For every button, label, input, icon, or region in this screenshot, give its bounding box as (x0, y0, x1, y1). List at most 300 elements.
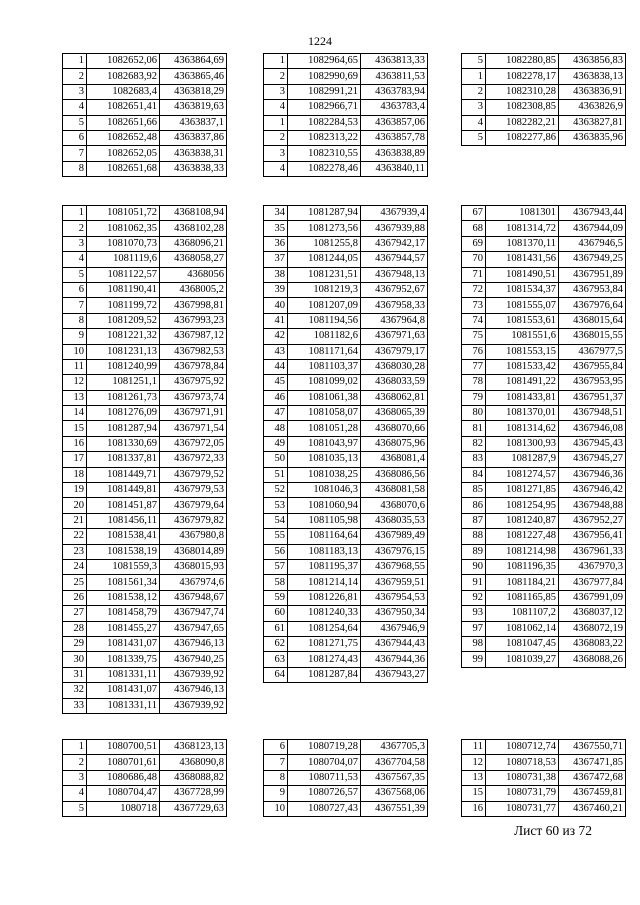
x-coordinate: 1081274,43 (288, 652, 361, 667)
y-coordinate: 4367976,64 (559, 298, 626, 313)
table-row (264, 498, 428, 513)
x-coordinate: 1081240,99 (87, 359, 160, 374)
x-coordinate: 1080712,74 (486, 740, 559, 755)
y-coordinate: 4367705,3 (361, 740, 428, 755)
y-coordinate: 4363837,1 (160, 115, 227, 130)
point-number: 15 (462, 786, 486, 801)
point-number: 59 (264, 590, 288, 605)
point-number: 18 (63, 467, 87, 482)
x-coordinate: 1081043,97 (288, 436, 361, 451)
point-number: 47 (264, 406, 288, 421)
point-number: 5 (63, 267, 87, 282)
table-row (63, 770, 227, 785)
point-number: 4 (63, 252, 87, 267)
table-row (462, 130, 626, 145)
table-row (264, 313, 428, 328)
x-coordinate: 1081370,01 (486, 406, 559, 421)
point-number: 1 (264, 115, 288, 130)
table-row (63, 498, 227, 513)
x-coordinate: 1081103,37 (288, 359, 361, 374)
table-row (462, 406, 626, 421)
x-coordinate: 1081553,15 (486, 344, 559, 359)
y-coordinate: 4367459,81 (559, 786, 626, 801)
x-coordinate: 1081164,64 (288, 529, 361, 544)
y-coordinate: 4367991,09 (559, 590, 626, 605)
point-number: 53 (264, 498, 288, 513)
x-coordinate: 1082278,46 (288, 161, 361, 176)
x-coordinate: 1081431,56 (486, 252, 559, 267)
point-number: 8 (264, 770, 288, 785)
table-row (462, 544, 626, 559)
point-number: 11 (63, 359, 87, 374)
point-number: 55 (264, 529, 288, 544)
table-row (462, 206, 626, 221)
x-coordinate: 1081058,07 (288, 406, 361, 421)
x-coordinate: 1081431,07 (87, 636, 160, 651)
y-coordinate: 4367977,84 (559, 575, 626, 590)
table-row (462, 329, 626, 344)
table-row (264, 621, 428, 636)
table-row (63, 390, 227, 405)
point-number: 75 (462, 329, 486, 344)
y-coordinate: 4368015,64 (559, 313, 626, 328)
y-coordinate: 4363827,81 (559, 115, 626, 130)
x-coordinate: 1082313,22 (288, 130, 361, 145)
x-coordinate: 1081533,42 (486, 359, 559, 374)
y-coordinate: 4363865,46 (160, 69, 227, 84)
x-coordinate: 1082990,69 (288, 69, 361, 84)
point-number: 34 (264, 206, 288, 221)
point-number: 3 (462, 100, 486, 115)
table-row (63, 252, 227, 267)
y-coordinate: 4367472,68 (559, 770, 626, 785)
y-coordinate: 4367974,6 (160, 575, 227, 590)
y-coordinate: 4367948,51 (559, 406, 626, 421)
point-number: 54 (264, 513, 288, 528)
point-number: 56 (264, 544, 288, 559)
table-row (63, 467, 227, 482)
x-coordinate: 1081551,6 (486, 329, 559, 344)
point-number: 27 (63, 606, 87, 621)
table-row (462, 755, 626, 770)
x-coordinate: 1081099,02 (288, 375, 361, 390)
y-coordinate: 4367944,09 (559, 221, 626, 236)
y-coordinate: 4367989,49 (361, 529, 428, 544)
table-row (63, 621, 227, 636)
y-coordinate: 4363856,83 (559, 54, 626, 69)
table-row (264, 755, 428, 770)
point-number: 40 (264, 298, 288, 313)
y-coordinate: 4367951,37 (559, 390, 626, 405)
x-coordinate: 1080731,77 (486, 801, 559, 816)
x-coordinate: 1081449,71 (87, 467, 160, 482)
x-coordinate: 1081553,61 (486, 313, 559, 328)
y-coordinate: 4367568,06 (361, 786, 428, 801)
y-coordinate: 4368015,93 (160, 559, 227, 574)
x-coordinate: 1081184,21 (486, 575, 559, 590)
point-number: 4 (462, 115, 486, 130)
x-coordinate: 1081254,95 (486, 498, 559, 513)
x-coordinate: 1081458,79 (87, 606, 160, 621)
y-coordinate: 4367460,21 (559, 801, 626, 816)
table-row (264, 390, 428, 405)
table-row (462, 221, 626, 236)
x-coordinate: 1081219,3 (288, 282, 361, 297)
x-coordinate: 1081538,19 (87, 544, 160, 559)
point-number: 31 (63, 667, 87, 682)
y-coordinate: 4367951,89 (559, 267, 626, 282)
coord-table-8 (263, 739, 428, 817)
x-coordinate: 1080726,57 (288, 786, 361, 801)
y-coordinate: 4368072,19 (559, 621, 626, 636)
y-coordinate: 4368086,56 (361, 467, 428, 482)
x-coordinate: 1081538,12 (87, 590, 160, 605)
table-row (264, 267, 428, 282)
y-coordinate: 4367948,13 (361, 267, 428, 282)
table-row (462, 483, 626, 498)
table-row (462, 344, 626, 359)
table-row (462, 529, 626, 544)
point-number: 87 (462, 513, 486, 528)
y-coordinate: 4367946,5 (559, 236, 626, 251)
table-row (63, 559, 227, 574)
table-row (462, 575, 626, 590)
y-coordinate: 4367978,84 (160, 359, 227, 374)
table-row (264, 298, 428, 313)
point-number: 79 (462, 390, 486, 405)
table-row (264, 483, 428, 498)
y-coordinate: 4363826,9 (559, 100, 626, 115)
point-number: 4 (63, 786, 87, 801)
y-coordinate: 4367953,84 (559, 282, 626, 297)
x-coordinate: 1082964,65 (288, 54, 361, 69)
y-coordinate: 4367971,63 (361, 329, 428, 344)
coord-table-2 (263, 53, 428, 177)
point-number: 43 (264, 344, 288, 359)
point-number: 92 (462, 590, 486, 605)
point-number: 5 (63, 801, 87, 816)
point-number: 3 (264, 146, 288, 161)
x-coordinate: 1081255,8 (288, 236, 361, 251)
point-number: 9 (63, 329, 87, 344)
y-coordinate: 4368037,12 (559, 606, 626, 621)
point-number: 2 (462, 84, 486, 99)
x-coordinate: 1081561,34 (87, 575, 160, 590)
table-row (264, 115, 428, 130)
point-number: 16 (63, 436, 87, 451)
y-coordinate: 4363864,69 (160, 54, 227, 69)
table-row (63, 590, 227, 605)
x-coordinate: 1080719,28 (288, 740, 361, 755)
y-coordinate: 4363783,4 (361, 100, 428, 115)
table-row (462, 786, 626, 801)
y-coordinate: 4367939,88 (361, 221, 428, 236)
table-row (462, 252, 626, 267)
point-number: 1 (63, 740, 87, 755)
y-coordinate: 4367970,3 (559, 559, 626, 574)
point-number: 19 (63, 483, 87, 498)
table-row (63, 236, 227, 251)
y-coordinate: 4367980,8 (160, 529, 227, 544)
y-coordinate: 4363840,11 (361, 161, 428, 176)
table-row (264, 406, 428, 421)
table-row (264, 161, 428, 176)
point-number: 81 (462, 421, 486, 436)
y-coordinate: 4363838,89 (361, 146, 428, 161)
table-row (264, 329, 428, 344)
y-coordinate: 4367958,33 (361, 298, 428, 313)
x-coordinate: 1081331,11 (87, 698, 160, 713)
y-coordinate: 4368014,89 (160, 544, 227, 559)
point-number: 4 (63, 100, 87, 115)
y-coordinate: 4363836,91 (559, 84, 626, 99)
point-number: 88 (462, 529, 486, 544)
table-row (462, 652, 626, 667)
x-coordinate: 1081287,94 (87, 421, 160, 436)
x-coordinate: 1082282,21 (486, 115, 559, 130)
y-coordinate: 4367939,92 (160, 698, 227, 713)
x-coordinate: 1081456,11 (87, 513, 160, 528)
point-number: 36 (264, 236, 288, 251)
table-row (63, 344, 227, 359)
point-number: 67 (462, 206, 486, 221)
table-row (462, 606, 626, 621)
x-coordinate: 1082277,86 (486, 130, 559, 145)
point-number: 35 (264, 221, 288, 236)
table-row (462, 298, 626, 313)
point-number: 33 (63, 698, 87, 713)
point-number: 1 (63, 206, 87, 221)
x-coordinate: 1080718 (87, 801, 160, 816)
x-coordinate: 1082308,85 (486, 100, 559, 115)
y-coordinate: 4367977,5 (559, 344, 626, 359)
x-coordinate: 1082651,41 (87, 100, 160, 115)
x-coordinate: 1081555,07 (486, 298, 559, 313)
y-coordinate: 4367993,23 (160, 313, 227, 328)
x-coordinate: 1081538,41 (87, 529, 160, 544)
table-row (63, 267, 227, 282)
x-coordinate: 1081165,85 (486, 590, 559, 605)
x-coordinate: 1081287,84 (288, 667, 361, 682)
x-coordinate: 1082683,4 (87, 84, 160, 99)
x-coordinate: 1081062,14 (486, 621, 559, 636)
table-row (264, 544, 428, 559)
point-number: 1 (462, 69, 486, 84)
point-number: 49 (264, 436, 288, 451)
x-coordinate: 1081433,81 (486, 390, 559, 405)
x-coordinate: 1080701,61 (87, 755, 160, 770)
x-coordinate: 1082991,21 (288, 84, 361, 99)
x-coordinate: 1081455,27 (87, 621, 160, 636)
y-coordinate: 4368123,13 (160, 740, 227, 755)
table-row (63, 801, 227, 816)
y-coordinate: 4367975,92 (160, 375, 227, 390)
y-coordinate: 4367973,74 (160, 390, 227, 405)
point-number: 70 (462, 252, 486, 267)
x-coordinate: 1081182,6 (288, 329, 361, 344)
x-coordinate: 1081196,35 (486, 559, 559, 574)
point-number: 32 (63, 683, 87, 698)
coord-table-4 (62, 205, 227, 714)
x-coordinate: 1081287,94 (288, 206, 361, 221)
x-coordinate: 1082683,92 (87, 69, 160, 84)
y-coordinate: 4368065,39 (361, 406, 428, 421)
point-number: 60 (264, 606, 288, 621)
table-row (264, 740, 428, 755)
y-coordinate: 4363819,63 (160, 100, 227, 115)
table-row (63, 329, 227, 344)
table-row (462, 69, 626, 84)
x-coordinate: 1082652,06 (87, 54, 160, 69)
point-number: 6 (264, 740, 288, 755)
y-coordinate: 4367944,57 (361, 252, 428, 267)
table-row (264, 436, 428, 451)
x-coordinate: 1080731,79 (486, 786, 559, 801)
table-row (462, 115, 626, 130)
table-row (63, 298, 227, 313)
point-number: 86 (462, 498, 486, 513)
y-coordinate: 4367728,99 (160, 786, 227, 801)
y-coordinate: 4367704,58 (361, 755, 428, 770)
table-row (264, 252, 428, 267)
coord-table-9 (461, 739, 626, 817)
y-coordinate: 4367979,52 (160, 467, 227, 482)
point-number: 6 (63, 282, 87, 297)
point-number: 38 (264, 267, 288, 282)
y-coordinate: 4367946,9 (361, 621, 428, 636)
y-coordinate: 4367944,36 (361, 652, 428, 667)
x-coordinate: 1081190,41 (87, 282, 160, 297)
table-row (63, 206, 227, 221)
y-coordinate: 4368015,55 (559, 329, 626, 344)
point-number: 76 (462, 344, 486, 359)
y-coordinate: 4367971,54 (160, 421, 227, 436)
y-coordinate: 4368081,58 (361, 483, 428, 498)
y-coordinate: 4368070,66 (361, 421, 428, 436)
y-coordinate: 4367471,85 (559, 755, 626, 770)
point-number: 2 (63, 69, 87, 84)
table-row (264, 54, 428, 69)
point-number: 39 (264, 282, 288, 297)
coord-table-3 (461, 53, 626, 146)
point-number: 28 (63, 621, 87, 636)
point-number: 44 (264, 359, 288, 374)
x-coordinate: 1081314,72 (486, 221, 559, 236)
point-number: 3 (63, 770, 87, 785)
y-coordinate: 4367943,27 (361, 667, 428, 682)
table-row (462, 84, 626, 99)
table-row (462, 621, 626, 636)
point-number: 24 (63, 559, 87, 574)
y-coordinate: 4368108,94 (160, 206, 227, 221)
point-number: 14 (63, 406, 87, 421)
x-coordinate: 1081330,69 (87, 436, 160, 451)
y-coordinate: 4367987,12 (160, 329, 227, 344)
point-number: 51 (264, 467, 288, 482)
point-number: 7 (63, 146, 87, 161)
y-coordinate: 4367959,51 (361, 575, 428, 590)
y-coordinate: 4367947,65 (160, 621, 227, 636)
y-coordinate: 4367949,25 (559, 252, 626, 267)
point-number: 2 (63, 221, 87, 236)
x-coordinate: 1081214,98 (486, 544, 559, 559)
y-coordinate: 4367950,34 (361, 606, 428, 621)
y-coordinate: 4367943,44 (559, 206, 626, 221)
point-number: 4 (264, 100, 288, 115)
table-row (63, 130, 227, 145)
table-row (63, 755, 227, 770)
point-number: 26 (63, 590, 87, 605)
point-number: 69 (462, 236, 486, 251)
y-coordinate: 4367946,13 (160, 683, 227, 698)
x-coordinate: 1081119,6 (87, 252, 160, 267)
point-number: 23 (63, 544, 87, 559)
point-number: 16 (462, 801, 486, 816)
x-coordinate: 1081231,13 (87, 344, 160, 359)
y-coordinate: 4367979,82 (160, 513, 227, 528)
point-number: 11 (462, 740, 486, 755)
point-number: 2 (264, 130, 288, 145)
y-coordinate: 4367952,67 (361, 282, 428, 297)
table-row (462, 267, 626, 282)
x-coordinate: 1080731,38 (486, 770, 559, 785)
x-coordinate: 1081194,56 (288, 313, 361, 328)
table-row (462, 590, 626, 605)
point-number: 21 (63, 513, 87, 528)
point-number: 80 (462, 406, 486, 421)
y-coordinate: 4363811,53 (361, 69, 428, 84)
y-coordinate: 4367939,4 (361, 206, 428, 221)
x-coordinate: 1081490,51 (486, 267, 559, 282)
y-coordinate: 4367946,42 (559, 483, 626, 498)
x-coordinate: 1081287,9 (486, 452, 559, 467)
point-number: 78 (462, 375, 486, 390)
x-coordinate: 1081062,35 (87, 221, 160, 236)
y-coordinate: 4367947,74 (160, 606, 227, 621)
y-coordinate: 4363857,06 (361, 115, 428, 130)
point-number: 2 (63, 755, 87, 770)
x-coordinate: 1081449,81 (87, 483, 160, 498)
point-number: 3 (63, 84, 87, 99)
point-number: 7 (63, 298, 87, 313)
table-row (462, 559, 626, 574)
y-coordinate: 4367946,36 (559, 467, 626, 482)
point-number: 57 (264, 559, 288, 574)
x-coordinate: 1081061,38 (288, 390, 361, 405)
x-coordinate: 1080711,53 (288, 770, 361, 785)
y-coordinate: 4367729,63 (160, 801, 227, 816)
y-coordinate: 4363838,31 (160, 146, 227, 161)
table-row (63, 606, 227, 621)
y-coordinate: 4368033,59 (361, 375, 428, 390)
table-row (462, 282, 626, 297)
x-coordinate: 1081227,48 (486, 529, 559, 544)
table-row (462, 313, 626, 328)
point-number: 62 (264, 636, 288, 651)
y-coordinate: 4368062,81 (361, 390, 428, 405)
table-row (462, 636, 626, 651)
y-coordinate: 4367942,17 (361, 236, 428, 251)
table-row (63, 636, 227, 651)
x-coordinate: 1081171,64 (288, 344, 361, 359)
coord-table-7 (62, 739, 227, 817)
x-coordinate: 1081047,45 (486, 636, 559, 651)
y-coordinate: 4367939,92 (160, 667, 227, 682)
y-coordinate: 4367972,33 (160, 452, 227, 467)
table-row (264, 513, 428, 528)
y-coordinate: 4367964,8 (361, 313, 428, 328)
point-number: 52 (264, 483, 288, 498)
